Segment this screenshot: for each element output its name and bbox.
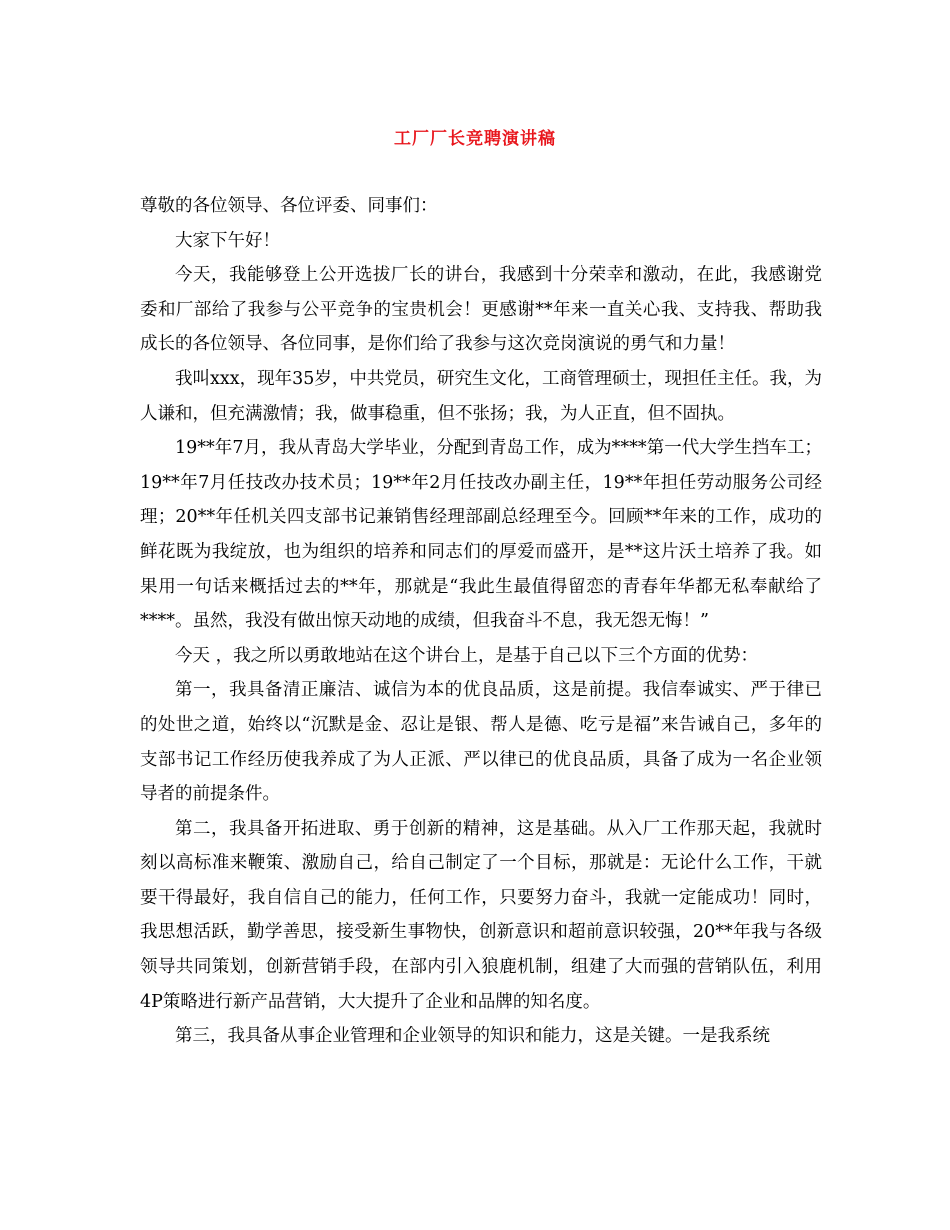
document-body	[140, 189, 822, 1054]
document-title: 工厂厂长竞聘演讲稿	[394, 129, 556, 149]
salutation-paragraph: 尊敬的各位领导、各位评委、同事们：	[140, 196, 438, 216]
body-paragraph: 今天 ，我之所以勇敢地站在这个讲台上，是基于自己以下三个方面的优势：	[175, 645, 759, 666]
body-paragraph: 第一，我具备清正廉洁、诚信为本的优良品质，这是前提。我信奉诚实、严于律已的处世之道，始终以“沉默是金、忍让是银、帮人是德、吃亏是福”来告诫自己，多年的支部书记工作经历使我养成了为人正派、严以律已的优良品质，具备了成为一名企业领导者的前提条件。	[140, 680, 822, 805]
body-paragraph: 19**年7月，我从青岛大学毕业，分配到青岛工作，成为****第一代大学生挡车工；19**年7月任技改办技术员；19**年2月任技改办副主任，19**年担任劳动服务公司经理；20**年任机关四支部书记兼销售经理部副总经理至今。回顾**年来的工作，成功的鲜花既为我绽放，也为组织的培养和同志们的厚爱而盛开，是**这片沃土培养了我。如果用一句话来概括过去的**年，那就是“我此生最值得留恋的青春年华都无私奉献给了****。虽然，我没有做出惊天动地的成绩，但我奋斗不息，我无怨无悔！”	[140, 438, 822, 632]
body-paragraph: 我叫xxx，现年35岁，中共党员，研究生文化，工商管理硕士，现担任主任。我，为人谦和，但充满激情；我，做事稳重，但不张扬；我，为人正直，但不固执。	[140, 368, 822, 424]
greeting-paragraph: 大家下午好！	[175, 230, 280, 251]
body-paragraph: 今天，我能够登上公开选拔厂长的讲台，我感到十分荣幸和激动，在此，我感谢党委和厂部给了我参与公平竞争的宝贵机会！更感谢**年来一直关心我、支持我、帮助我成长的各位领导、各位同事，是你们给了我参与这次竞岗演说的勇气和力量！	[140, 265, 822, 355]
body-paragraph: 第三，我具备从事企业管理和企业领导的知识和能力，这是关键。一是我系统	[175, 1026, 770, 1047]
body-paragraph: 第二，我具备开拓进取、勇于创新的精神，这是基础。从入厂工作那天起，我就时刻以高标准来鞭策、激励自己，给自己制定了一个目标，那就是：无论什么工作，干就要干得最好，我自信自己的能力，任何工作，只要努力奋斗，我就一定能成功！同时，我思想活跃，勤学善思，接受新生事物快，创新意识和超前意识较强，20**年我与各级领导共同策划，创新营销手段，在部内引入狼鹿机制，组建了大而强的营销队伍，利用4P策略进行新产品营销，大大提升了企业和品牌的知名度。	[140, 818, 822, 1012]
